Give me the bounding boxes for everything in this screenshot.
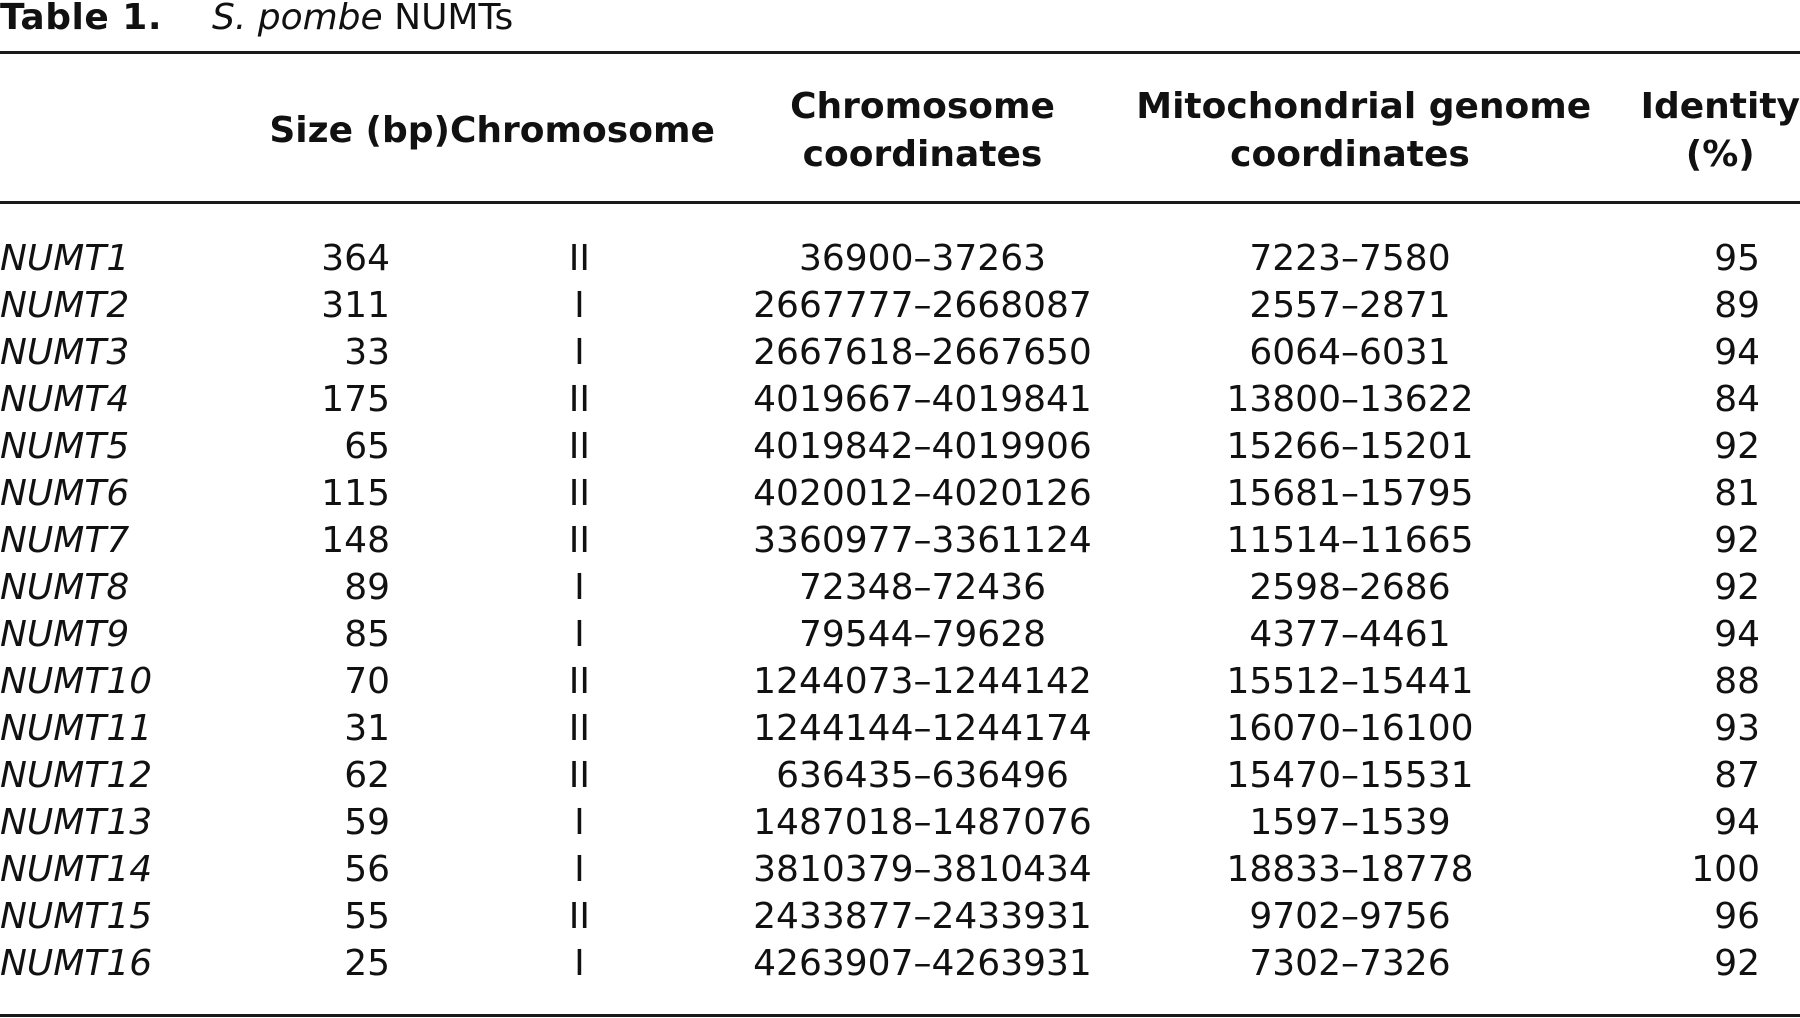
chromosome-coordinates-cell: 4019842–4019906 xyxy=(753,426,1092,467)
identity-cell-value: 93 xyxy=(1714,708,1760,749)
size-cell-value: 31 xyxy=(344,708,390,749)
chromosome-coordinates-cell: 72348–72436 xyxy=(798,567,1047,608)
chromosome-coordinates-cell: 4263907–4263931 xyxy=(753,943,1092,984)
size-cell-value: 55 xyxy=(344,896,390,937)
size-cell-value: 311 xyxy=(321,285,390,326)
chromosome-cell: I xyxy=(574,285,585,326)
table-row xyxy=(0,329,1800,376)
table-row xyxy=(0,470,1800,517)
size-cell xyxy=(225,423,450,470)
mito-coordinates-cell: 13800–13622 xyxy=(1226,379,1474,420)
chromosome-cell: I xyxy=(574,802,585,843)
chromosome-coordinates-cell: 4019667–4019841 xyxy=(753,379,1092,420)
identity-cell-value: 88 xyxy=(1714,661,1760,702)
chromosome-cell: I xyxy=(574,849,585,890)
size-cell xyxy=(225,564,450,611)
table-body xyxy=(0,201,1800,987)
numt-name-cell: NUMT2 xyxy=(0,285,130,326)
mito-coordinates-cell: 2598–2686 xyxy=(1249,567,1451,608)
header-mito-coordinates-line1: Mitochondrial genome xyxy=(1136,85,1592,127)
numt-name-cell: NUMT7 xyxy=(0,520,130,561)
numt-name-cell: NUMT3 xyxy=(0,332,130,373)
header-size xyxy=(225,54,450,201)
size-cell xyxy=(225,201,450,282)
size-cell xyxy=(225,752,450,799)
table-title-species: S. pombe xyxy=(212,0,383,38)
size-cell-value: 70 xyxy=(344,661,390,702)
header-chromosome-coordinates-line1: Chromosome xyxy=(790,85,1055,127)
identity-cell-value: 92 xyxy=(1714,943,1760,984)
table-row xyxy=(0,611,1800,658)
identity-cell xyxy=(1564,329,1800,376)
chromosome-coordinates-cell: 2433877–2433931 xyxy=(753,896,1092,937)
chromosome-coordinates-cell: 4020012–4020126 xyxy=(753,473,1092,514)
identity-cell xyxy=(1564,705,1800,752)
size-cell xyxy=(225,799,450,846)
table-row xyxy=(0,846,1800,893)
size-cell-value: 148 xyxy=(321,520,390,561)
mito-coordinates-cell: 16070–16100 xyxy=(1226,708,1474,749)
identity-cell xyxy=(1564,470,1800,517)
identity-cell-value: 87 xyxy=(1714,755,1760,796)
table-row xyxy=(0,893,1800,940)
identity-cell-value: 81 xyxy=(1714,473,1760,514)
chromosome-cell: II xyxy=(568,520,590,561)
chromosome-cell: I xyxy=(574,614,585,655)
size-cell xyxy=(225,658,450,705)
table-row xyxy=(0,517,1800,564)
identity-cell xyxy=(1564,423,1800,470)
chromosome-coordinates-cell: 636435–636496 xyxy=(776,755,1069,796)
header-size-label: Size (bp) xyxy=(269,109,450,151)
identity-cell-value: 92 xyxy=(1714,426,1760,467)
size-cell xyxy=(225,940,450,987)
numt-name-cell: NUMT14 xyxy=(0,849,153,890)
numt-name-cell: NUMT4 xyxy=(0,379,130,420)
identity-cell-value: 95 xyxy=(1714,238,1760,279)
identity-cell xyxy=(1564,752,1800,799)
identity-cell-value: 94 xyxy=(1714,614,1760,655)
chromosome-coordinates-cell: 2667777–2668087 xyxy=(753,285,1092,326)
identity-cell-value: 84 xyxy=(1714,379,1760,420)
header-chromosome: Chromosome xyxy=(450,109,715,151)
chromosome-cell: II xyxy=(568,896,590,937)
chromosome-coordinates-cell: 1244073–1244142 xyxy=(753,661,1092,702)
chromosome-coordinates-cell: 36900–37263 xyxy=(798,238,1047,279)
identity-cell-value: 92 xyxy=(1714,567,1760,608)
header-identity xyxy=(1564,54,1800,201)
mito-coordinates-cell: 1597–1539 xyxy=(1249,802,1451,843)
header-row xyxy=(0,54,1800,201)
table-row xyxy=(0,282,1800,329)
table-header xyxy=(0,54,1800,201)
identity-cell xyxy=(1564,201,1800,282)
mito-coordinates-cell: 18833–18778 xyxy=(1226,849,1474,890)
size-cell-value: 62 xyxy=(344,755,390,796)
mito-coordinates-cell: 7223–7580 xyxy=(1249,238,1451,279)
header-mito-coordinates xyxy=(1136,54,1592,201)
identity-cell xyxy=(1564,846,1800,893)
chromosome-cell: II xyxy=(568,473,590,514)
chromosome-cell: II xyxy=(568,379,590,420)
size-cell-value: 364 xyxy=(321,238,390,279)
mito-coordinates-cell: 4377–4461 xyxy=(1249,614,1451,655)
numt-name-cell: NUMT12 xyxy=(0,755,153,796)
size-cell-value: 65 xyxy=(344,426,390,467)
identity-cell xyxy=(1564,517,1800,564)
header-chromosome-coordinates-line2: coordinates xyxy=(802,133,1043,175)
chromosome-coordinates-cell: 79544–79628 xyxy=(798,614,1047,655)
mito-coordinates-cell: 6064–6031 xyxy=(1249,332,1451,373)
identity-cell xyxy=(1564,611,1800,658)
numt-name-cell: NUMT15 xyxy=(0,896,153,937)
chromosome-cell: I xyxy=(574,332,585,373)
table-row xyxy=(0,940,1800,987)
size-cell xyxy=(225,893,450,940)
numt-name-cell: NUMT11 xyxy=(0,708,153,749)
chromosome-coordinates-cell: 1244144–1244174 xyxy=(753,708,1092,749)
size-cell-value: 175 xyxy=(321,379,390,420)
numt-name-cell: NUMT1 xyxy=(0,238,130,279)
numt-name-cell: NUMT6 xyxy=(0,473,130,514)
table-row xyxy=(0,752,1800,799)
numt-name-cell: NUMT13 xyxy=(0,802,153,843)
header-identity-line2: (%) xyxy=(1685,133,1755,175)
size-cell-value: 56 xyxy=(344,849,390,890)
chromosome-coordinates-cell: 2667618–2667650 xyxy=(753,332,1092,373)
mito-coordinates-cell: 15266–15201 xyxy=(1226,426,1474,467)
mito-coordinates-cell: 2557–2871 xyxy=(1249,285,1451,326)
table-row xyxy=(0,658,1800,705)
chromosome-coordinates-cell: 1487018–1487076 xyxy=(753,802,1092,843)
mito-coordinates-cell: 11514–11665 xyxy=(1226,520,1474,561)
identity-cell xyxy=(1564,658,1800,705)
size-cell-value: 85 xyxy=(344,614,390,655)
table-title-rest: NUMTs xyxy=(394,0,514,38)
identity-cell-value: 94 xyxy=(1714,802,1760,843)
numt-name-cell: NUMT5 xyxy=(0,426,130,467)
chromosome-cell: I xyxy=(574,943,585,984)
table-label: Table 1. xyxy=(0,0,162,38)
numt-name-cell: NUMT16 xyxy=(0,943,153,984)
identity-cell xyxy=(1564,799,1800,846)
identity-cell-value: 100 xyxy=(1691,849,1760,890)
identity-cell xyxy=(1564,564,1800,611)
size-cell-value: 33 xyxy=(344,332,390,373)
size-cell xyxy=(225,611,450,658)
table-caption xyxy=(0,0,513,40)
size-cell xyxy=(225,846,450,893)
identity-cell-value: 96 xyxy=(1714,896,1760,937)
numt-name-cell: NUMT10 xyxy=(0,661,153,702)
size-cell xyxy=(225,517,450,564)
chromosome-coordinates-cell: 3360977–3361124 xyxy=(753,520,1092,561)
chromosome-cell: II xyxy=(568,426,590,467)
size-cell xyxy=(225,376,450,423)
size-cell xyxy=(225,470,450,517)
identity-cell xyxy=(1564,893,1800,940)
size-cell-value: 59 xyxy=(344,802,390,843)
identity-cell xyxy=(1564,376,1800,423)
chromosome-cell: II xyxy=(568,238,590,279)
table-row xyxy=(0,201,1800,282)
mito-coordinates-cell: 7302–7326 xyxy=(1249,943,1451,984)
chromosome-cell: II xyxy=(568,661,590,702)
mito-coordinates-cell: 15470–15531 xyxy=(1226,755,1474,796)
numt-name-cell: NUMT8 xyxy=(0,567,130,608)
identity-cell xyxy=(1564,940,1800,987)
identity-cell-value: 89 xyxy=(1714,285,1760,326)
size-cell-value: 89 xyxy=(344,567,390,608)
size-cell-value: 25 xyxy=(344,943,390,984)
header-identity-stack xyxy=(1641,83,1800,179)
identity-cell-value: 94 xyxy=(1714,332,1760,373)
bottom-rule xyxy=(0,1014,1800,1017)
numt-table xyxy=(0,54,1800,987)
chromosome-cell: II xyxy=(568,708,590,749)
size-cell-value: 115 xyxy=(321,473,390,514)
numt-name-cell: NUMT9 xyxy=(0,614,130,655)
chromosome-coordinates-cell: 3810379–3810434 xyxy=(753,849,1092,890)
identity-cell xyxy=(1564,282,1800,329)
header-mito-coordinates-line2: coordinates xyxy=(1230,133,1470,175)
header-identity-line1: Identity xyxy=(1640,85,1800,127)
table-row xyxy=(0,799,1800,846)
mito-coordinates-cell: 15512–15441 xyxy=(1226,661,1474,702)
identity-cell-value: 92 xyxy=(1714,520,1760,561)
table-row xyxy=(0,376,1800,423)
chromosome-cell: I xyxy=(574,567,585,608)
mito-coordinates-cell: 15681–15795 xyxy=(1226,473,1474,514)
table-row xyxy=(0,423,1800,470)
table-row xyxy=(0,564,1800,611)
size-cell xyxy=(225,329,450,376)
header-chromosome-coordinates xyxy=(709,54,1137,201)
size-cell xyxy=(225,282,450,329)
chromosome-cell: II xyxy=(568,755,590,796)
header-name xyxy=(0,54,225,201)
mito-coordinates-cell: 9702–9756 xyxy=(1249,896,1451,937)
size-cell xyxy=(225,705,450,752)
table-row xyxy=(0,705,1800,752)
